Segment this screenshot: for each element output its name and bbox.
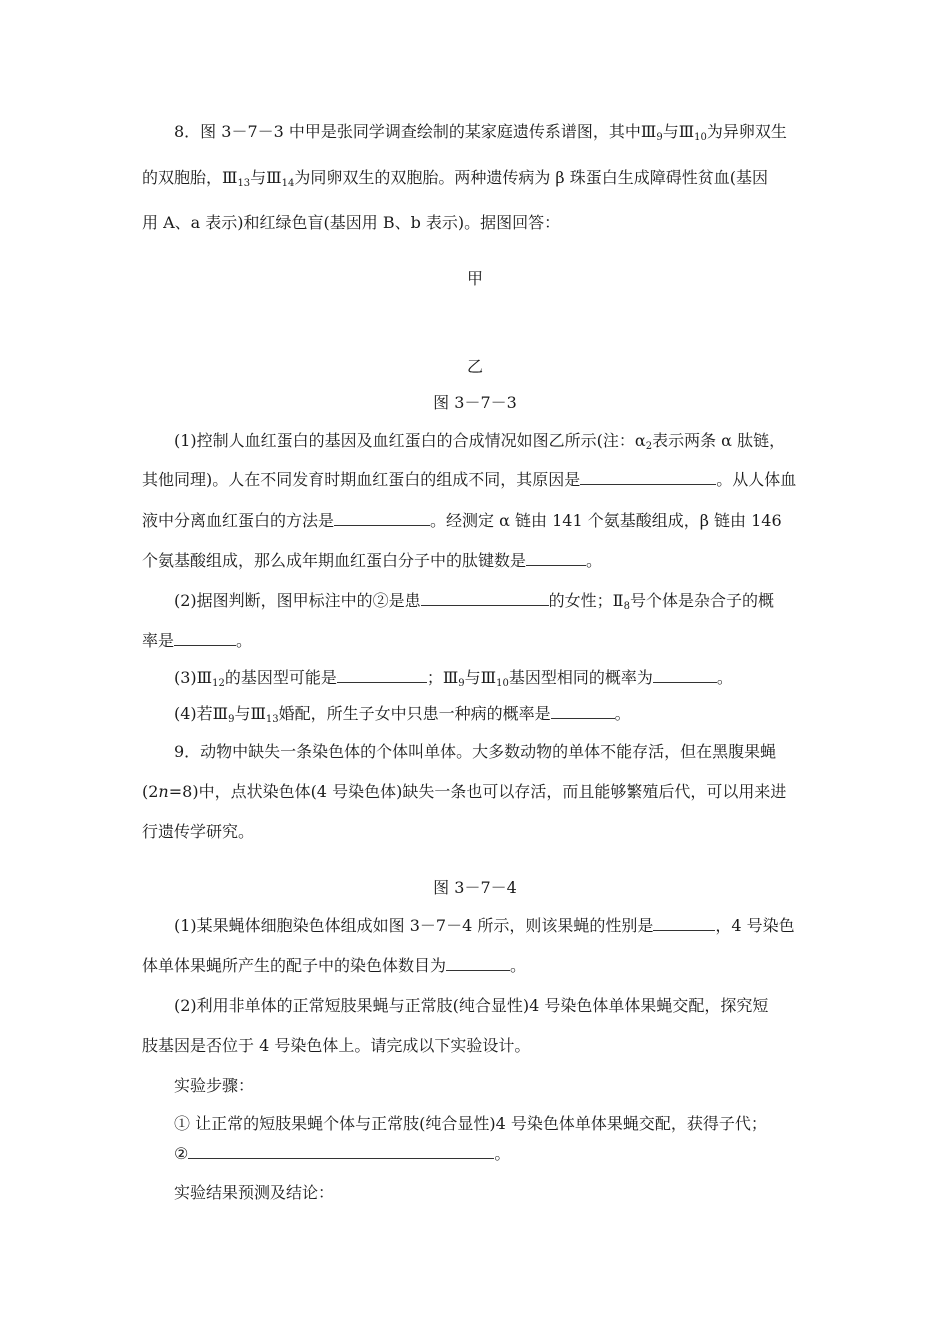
answer-blank[interactable] xyxy=(446,955,510,971)
q8-part2-line-2: 率是 。 xyxy=(142,631,253,650)
figure-caption-3-7-3: 图 3－7－3 xyxy=(433,393,517,412)
q9-part2-line-2: 肢基因是否位于 4 号染色体上。请完成以下实验设计。 xyxy=(142,1036,531,1055)
q9-part1-line-2: 体单体果蝇所产生的配子中的染色体数目为 。 xyxy=(142,956,527,975)
step-1: ① 让正常的短肢果蝇个体与正常肢(纯合显性)4 号染色体单体果蝇交配，获得子代； xyxy=(174,1114,767,1133)
q8-line-2: 的双胞胎，$Ⅲ_{13}$与$Ⅲ_{14}$为同卵双生的双胞胎。两种遗传病为 β 珠蛋白生成障碍性贫血(基因 xyxy=(142,168,769,189)
q8-part1-line-2: 其他同理)。人在不同发育时期血红蛋白的组成不同，其原因是 。从人体血 xyxy=(142,470,797,489)
q8-part1-line-4: 个氨基酸组成，那么成年期血红蛋白分子中的肽键数是 。 xyxy=(142,551,603,570)
q9-line-3: 行遗传学研究。 xyxy=(142,822,255,841)
q8-part3: $(3)Ⅲ_{12}$的基因型可能是 ；$Ⅲ_9$与$Ⅲ_{10}$基因型相同的概率为 。 xyxy=(174,668,733,689)
step-2: ② 。 xyxy=(174,1144,511,1163)
q8-part4: (4)若$Ⅲ_9$与$Ⅲ_{13}$婚配，所生子女中只患一种病的概率是 。 xyxy=(174,704,631,725)
figure-label-yi: 乙 xyxy=(466,357,483,376)
answer-blank[interactable] xyxy=(334,510,430,526)
q9-line-1: 9．动物中缺失一条染色体的个体叫单体。大多数动物的单体不能存活，但在黑腹果蝇 xyxy=(174,742,777,761)
q8-line-1: 8．图 3－7－3 中甲是张同学调查绘制的某家庭遗传系谱图，其中$Ⅲ_9$与$Ⅲ_{10}$为异卵双生 xyxy=(174,122,787,143)
q9-line-2: (2n=8)中，点状染色体(4 号染色体)缺失一条也可以存活，而且能够繁殖后代，可以用来进 xyxy=(142,782,787,801)
q8-line-3: 用 A、a 表示)和红绿色盲(基因用 B、b 表示)。据图回答： xyxy=(142,213,561,232)
q8-part2-line-1: (2)据图判断，图甲标注中的②是患 的女性；$Ⅱ_8$号个体是杂合子的概 xyxy=(174,591,774,612)
figure-caption-3-7-4: 图 3－7－4 xyxy=(433,878,517,897)
answer-blank[interactable] xyxy=(551,703,615,719)
answer-blank[interactable] xyxy=(580,469,716,485)
answer-blank[interactable] xyxy=(653,915,715,931)
q9-part2-line-1: (2)利用非单体的正常短肢果蝇与正常肢(纯合显性)4 号染色体单体果蝇交配，探究短 xyxy=(174,996,769,1015)
steps-title: 实验步骤： xyxy=(174,1076,255,1095)
answer-blank[interactable] xyxy=(174,630,236,646)
answer-blank[interactable] xyxy=(526,550,586,566)
answer-blank[interactable] xyxy=(421,590,549,606)
q9-part1-line-1: (1)某果蝇体细胞染色体组成如图 3－7－4 所示，则该果蝇的性别是 ，4 号染色 xyxy=(174,916,795,935)
answer-blank[interactable] xyxy=(188,1143,494,1159)
q8-part1-line-1: (1)控制人血红蛋白的基因及血红蛋白的合成情况如图乙所示(注：$\alpha_2$表示两条 α 肽链， xyxy=(174,431,786,452)
answer-blank[interactable] xyxy=(653,667,717,683)
answer-blank[interactable] xyxy=(337,667,427,683)
q8-part1-line-3: 液中分离血红蛋白的方法是 。经测定 α 链由 141 个氨基酸组成，β 链由 146 xyxy=(142,511,782,530)
results-title: 实验结果预测及结论： xyxy=(174,1183,335,1202)
figure-label-jia: 甲 xyxy=(466,269,483,288)
